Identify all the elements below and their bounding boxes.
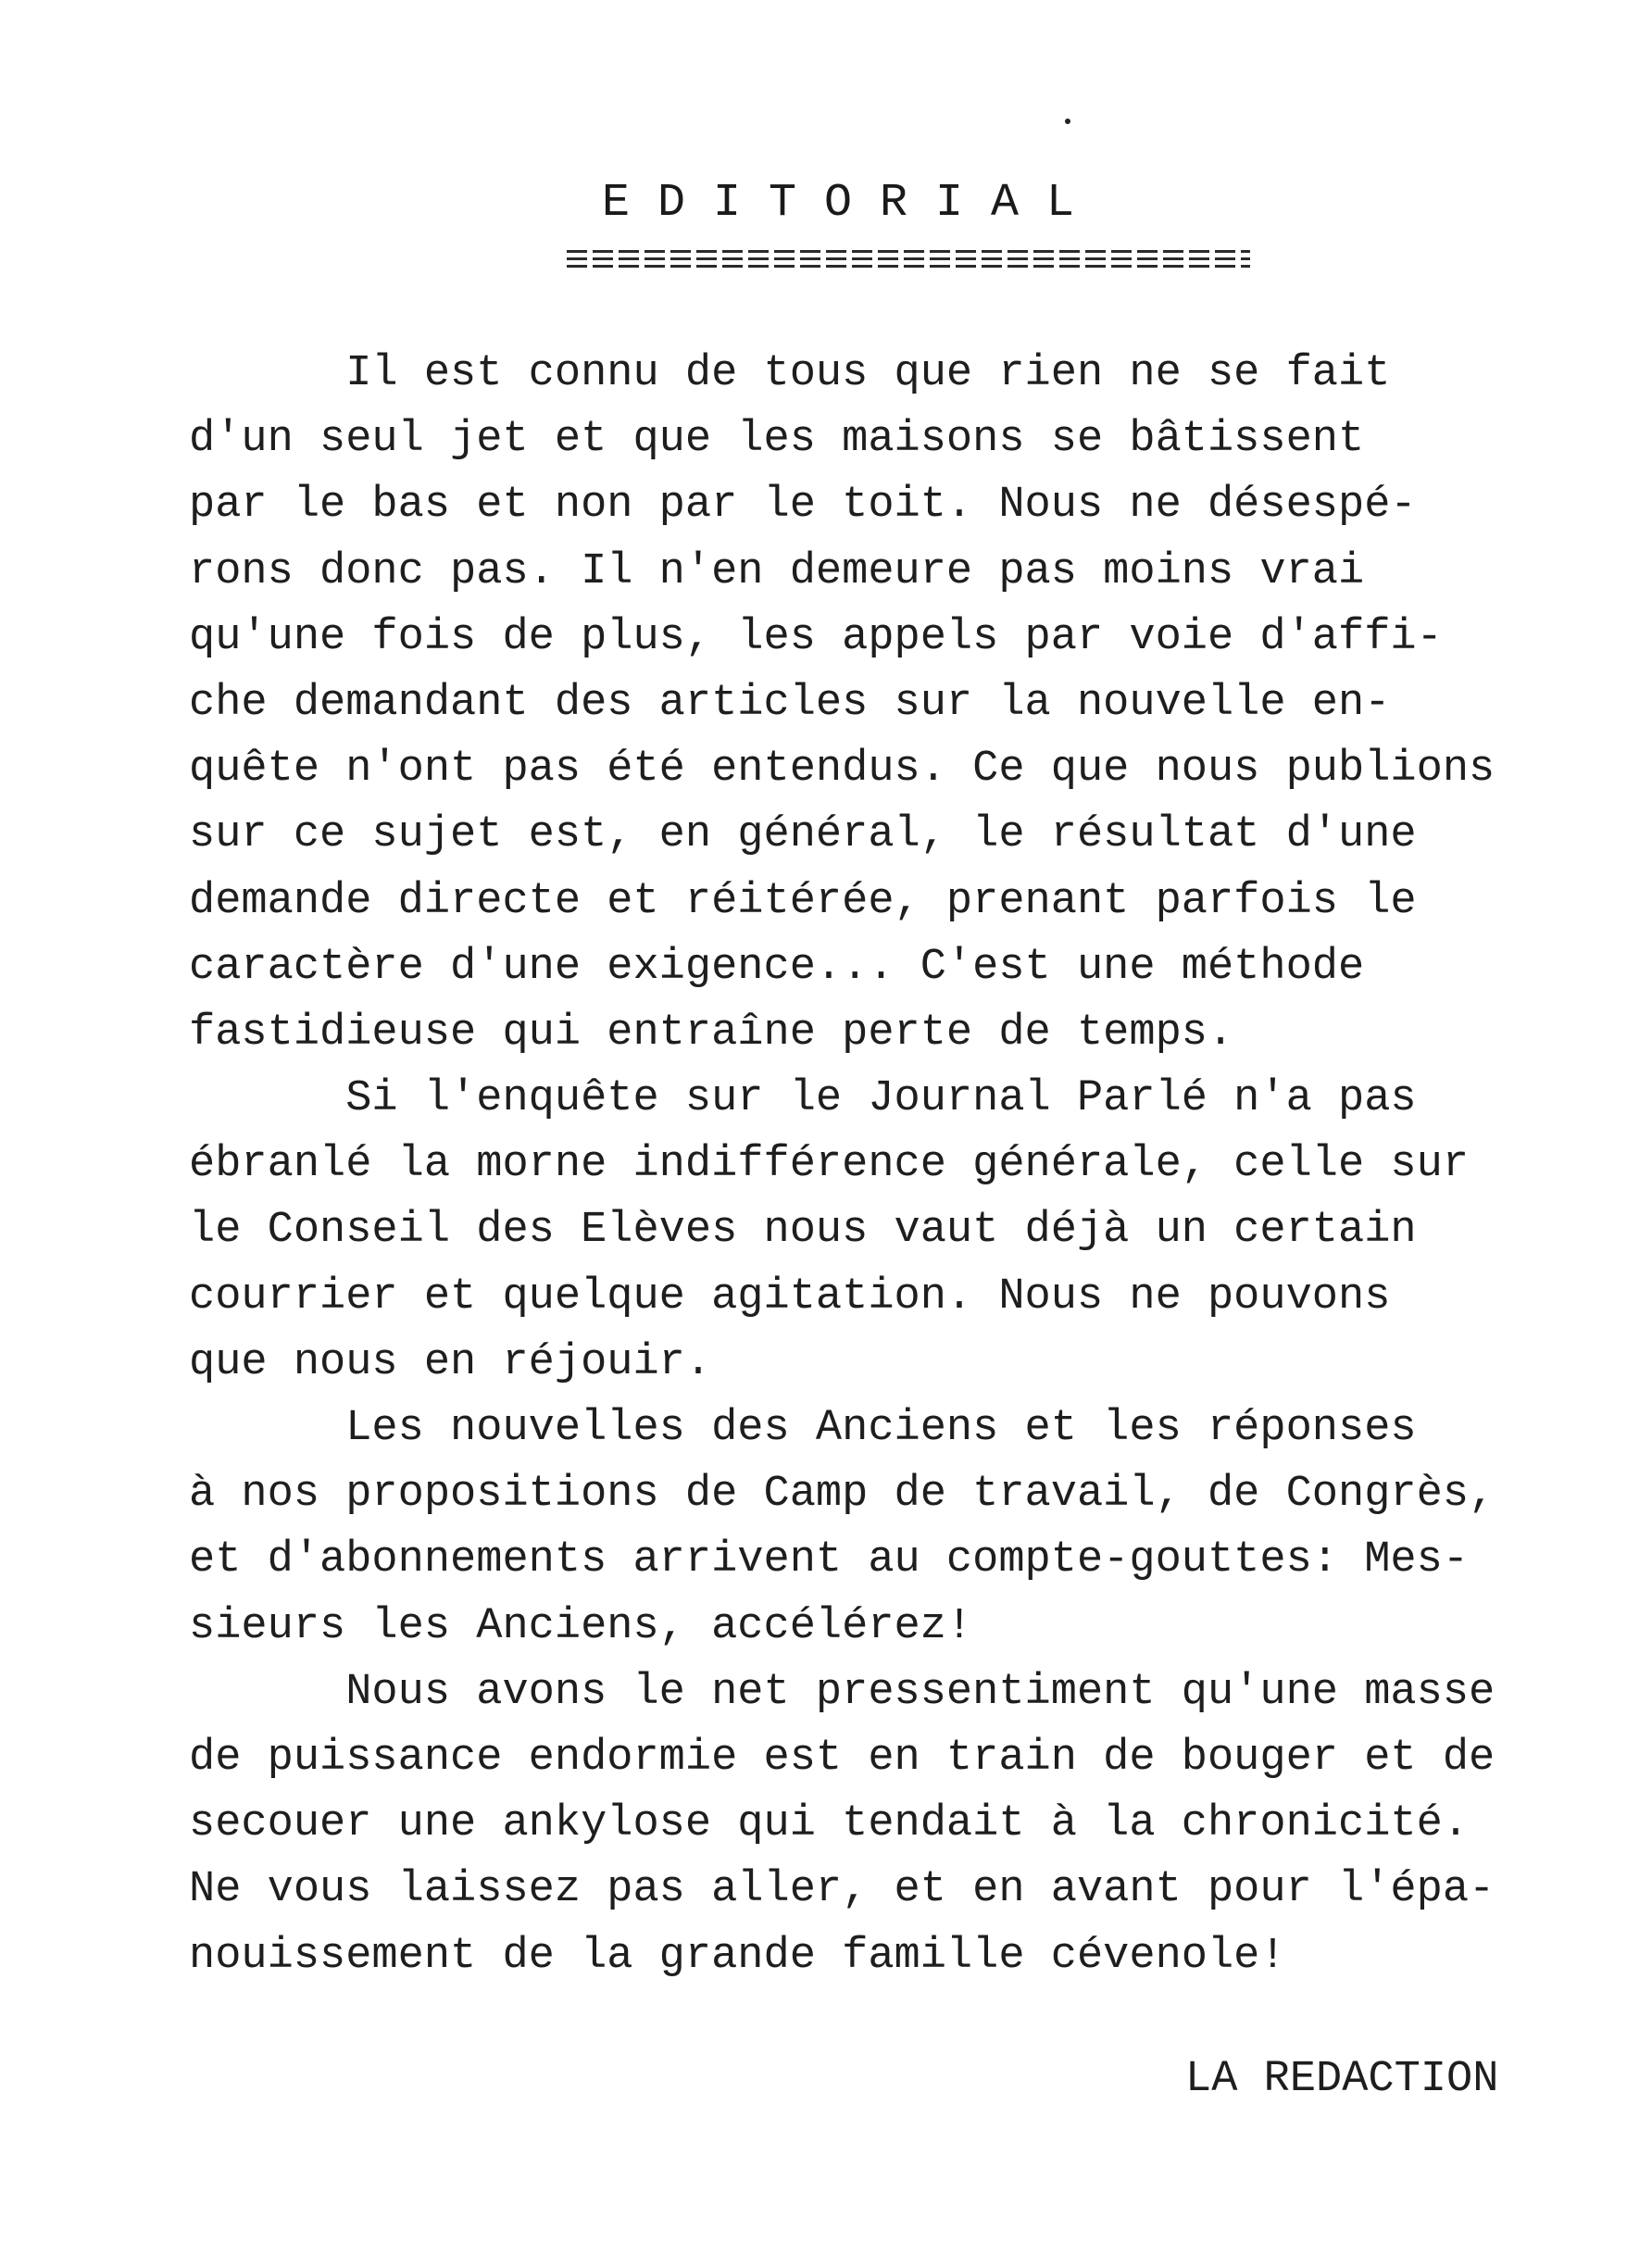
text-line: quête n'ont pas été entendus. Ce que nous publions: [189, 745, 1496, 795]
text-line: à nos propositions de Camp de travail, de Congrès,: [189, 1470, 1496, 1520]
text-line: fastidieuse qui entraîne perte de temps.: [189, 1008, 1234, 1058]
text-line: Les nouvelles des Anciens et les réponses: [189, 1404, 1417, 1453]
text-line: de puissance endormie est en train de bouger et de: [189, 1733, 1496, 1783]
title-underline: [567, 248, 1250, 270]
text-line: rons donc pas. Il n'en demeure pas moins vrai: [189, 546, 1365, 596]
text-line: caractère d'une exigence... C'est une méthode: [189, 942, 1365, 992]
text-line: demande directe et réitérée, prenant parfois le: [189, 876, 1417, 926]
ink-speck: [1065, 119, 1070, 124]
text-line: Il est connu de tous que rien ne se fait: [189, 349, 1391, 398]
text-line: et d'abonnements arrivent au compte-gouttes: Mes-: [189, 1535, 1470, 1585]
text-line: par le bas et non par le toit. Nous ne désespé-: [189, 481, 1417, 531]
text-line: d'un seul jet et que les maisons se bâtissent: [189, 415, 1365, 465]
editorial-title: EDITORIAL: [601, 177, 1103, 230]
text-line: Si l'enquête sur le Journal Parlé n'a pas: [189, 1074, 1417, 1124]
text-line: que nous en réjouir.: [189, 1337, 712, 1387]
text-line: Nous avons le net pressentiment qu'une masse: [189, 1667, 1496, 1717]
text-line: Ne vous laissez pas aller, et en avant pour l'épa-: [189, 1865, 1496, 1915]
editorial-body: [189, 341, 1596, 1989]
text-line: qu'une fois de plus, les appels par voie d'affi-: [189, 612, 1443, 662]
text-line: che demandant des articles sur la nouvelle en-: [189, 678, 1391, 728]
signature: LA REDACTION: [1185, 2055, 1499, 2104]
text-line: secouer une ankylose qui tendait à la chronicité.: [189, 1799, 1470, 1849]
text-line: ébranlé la morne indifférence générale, celle sur: [189, 1140, 1470, 1190]
text-line: sur ce sujet est, en général, le résultat d'une: [189, 810, 1417, 860]
text-line: le Conseil des Elèves nous vaut déjà un certain: [189, 1206, 1417, 1256]
text-line: nouissement de la grande famille cévenole!: [189, 1931, 1286, 1981]
text-line: courrier et quelque agitation. Nous ne pouvons: [189, 1271, 1391, 1321]
text-line: sieurs les Anciens, accélérez!: [189, 1601, 973, 1651]
